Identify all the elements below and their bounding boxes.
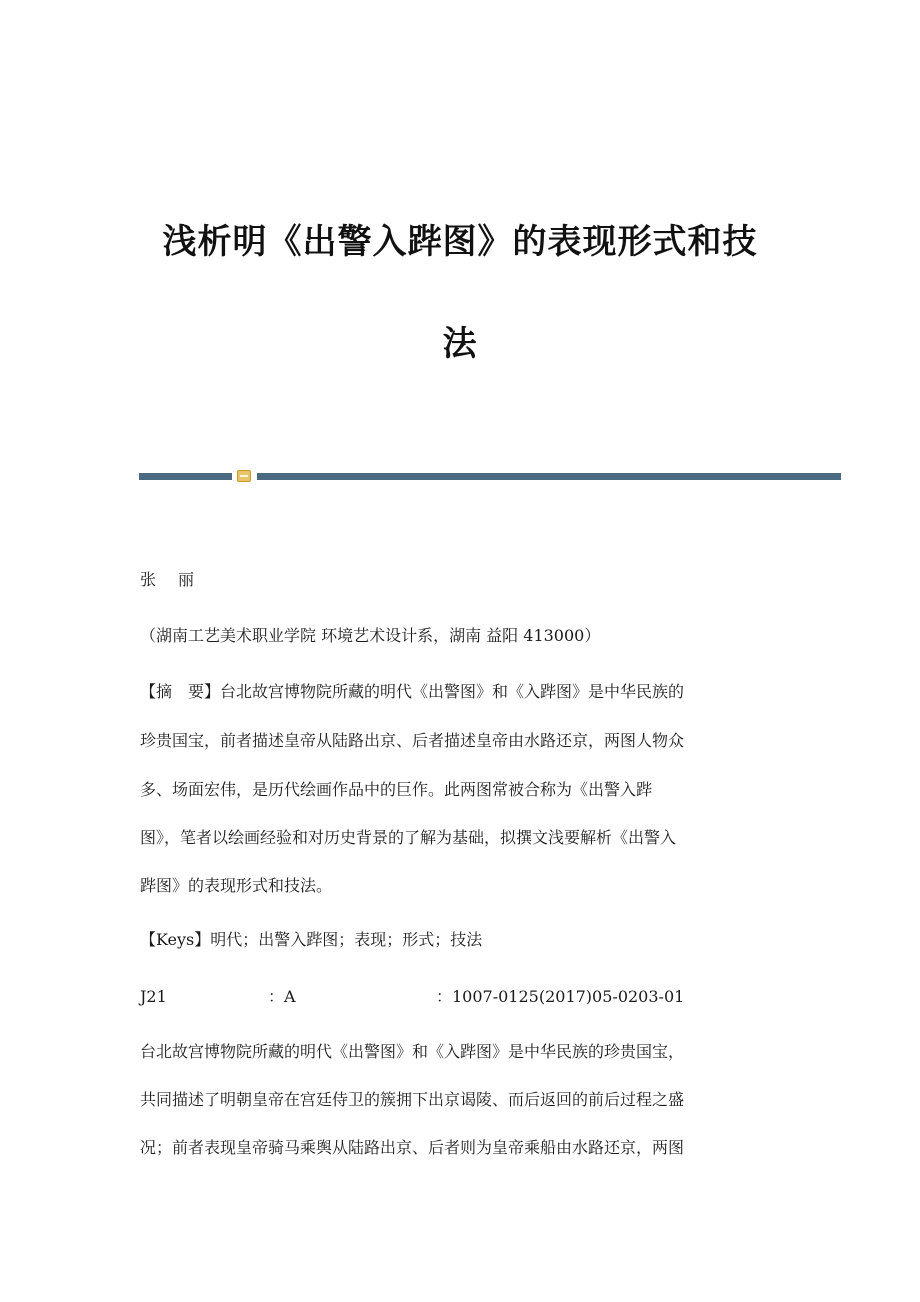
author-given-name: 丽 [178, 570, 195, 589]
divider-bar-right [257, 473, 841, 480]
title-divider [139, 469, 841, 483]
article-id: ：1007-0125(2017)05-0203-01 [436, 987, 685, 1006]
abstract-line: 图》，笔者以绘画经验和对历史背景的了解为基础，拟撰文浅要解析《出警入 [140, 828, 677, 847]
body-line: 台北故宫博物院所藏的明代《出警图》和《入跸图》是中华民族的珍贵国宝， [140, 1042, 685, 1061]
body-line: 共同描述了明朝皇帝在宫廷侍卫的簇拥下出京谒陵、而后返回的前后过程之盛 [140, 1090, 685, 1109]
abstract-line: 多、场面宏伟，是历代绘画作品中的巨作。此两图常被合称为《出警入跸 [140, 780, 653, 799]
clc-number: J21 [140, 987, 167, 1006]
document-code: ：A [268, 987, 296, 1006]
body-line: 况；前者表现皇帝骑马乘舆从陆路出京、后者则为皇帝乘船由水路还京，两图 [140, 1138, 685, 1157]
divider-emblem-icon [237, 470, 251, 482]
abstract-line: 珍贵国宝，前者描述皇帝从陆路出京、后者描述皇帝由水路还京，两图人物众 [140, 731, 685, 750]
divider-bar-left [139, 473, 232, 480]
author-surname: 张 [140, 570, 157, 589]
paper-title-line-1: 浅析明《出警入跸图》的表现形式和技 [162, 222, 758, 262]
keywords: 【Keys】明代；出警入跸图；表现；形式；技法 [140, 930, 483, 949]
abstract-line: 跸图》的表现形式和技法。 [140, 876, 333, 895]
abstract-line: 【摘 要】台北故宫博物院所藏的明代《出警图》和《入跸图》是中华民族的 [140, 682, 685, 701]
paper-title-line-2: 法 [442, 324, 478, 364]
author-affiliation: （湖南工艺美术职业学院 环境艺术设计系，湖南 益阳 413000） [140, 626, 601, 645]
author-name [140, 570, 780, 590]
